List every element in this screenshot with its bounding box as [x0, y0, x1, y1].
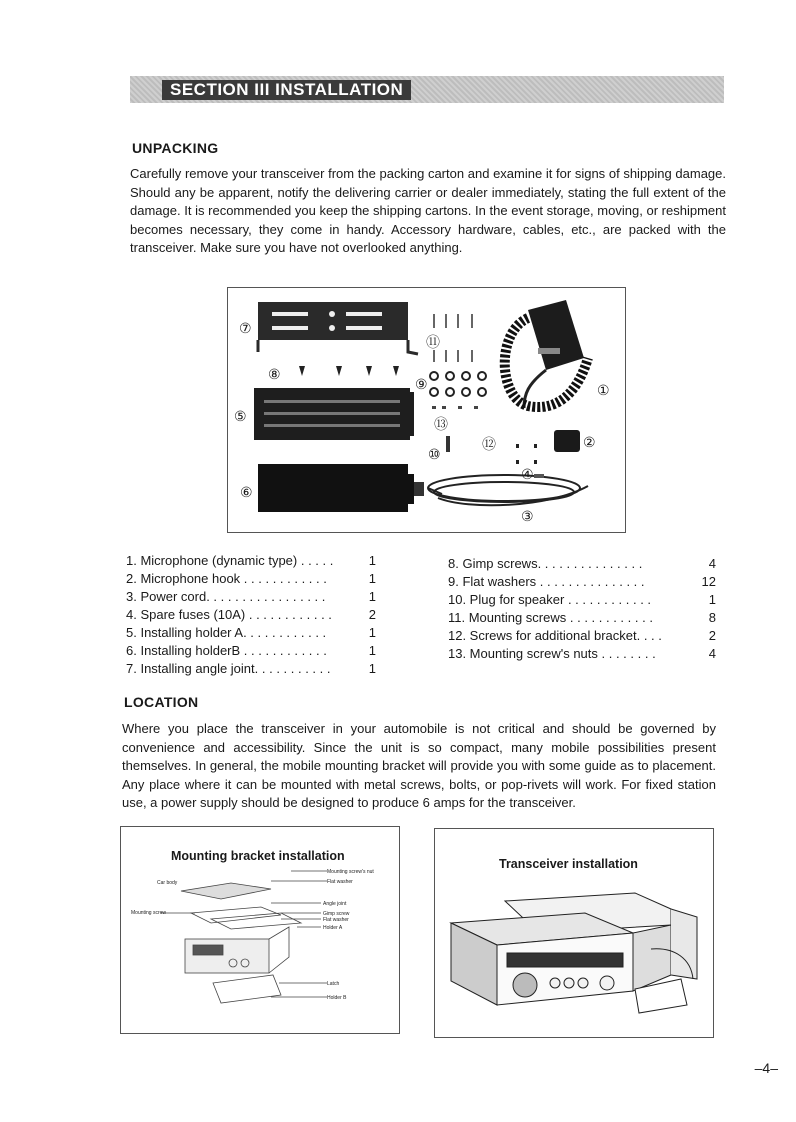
bracket-figure	[120, 826, 400, 1034]
bracket-callout: Latch	[327, 981, 340, 987]
location-heading: LOCATION	[124, 694, 199, 710]
figure-label: ⑫	[482, 436, 496, 452]
bracket-screws-part	[516, 444, 537, 464]
bracket-callout: Mounting screw's nut	[327, 869, 374, 875]
power-cord-part	[428, 475, 588, 505]
holder-b-part	[258, 464, 424, 512]
speaker-plug-part	[446, 436, 450, 452]
list-item: 6. Installing holderB . . . . . . . . . . . . 1	[126, 643, 376, 658]
figure-label: ⑥	[240, 484, 253, 500]
list-item: 4. Spare fuses (10A) . . . . . . . . . . . . 2	[126, 607, 376, 622]
flat-washers-part	[430, 372, 486, 396]
list-item: 1. Microphone (dynamic type) . . . . . 1	[126, 553, 376, 568]
figure-label: ②	[583, 434, 596, 450]
section-banner	[130, 76, 724, 103]
figure-label: ⑩	[428, 446, 441, 462]
list-item: 5. Installing holder A. . . . . . . . . . . . 1	[126, 625, 376, 640]
gimp-screws-part	[299, 366, 399, 376]
figure-label: ④	[521, 466, 534, 482]
list-item: 7. Installing angle joint. . . . . . . . . . . 1	[126, 661, 376, 676]
unpacking-paragraph: Carefully remove your transceiver from the packing carton and examine it for signs of shipping damage. Should any be apparent, notify the delivering carrier or dealer immediately, stating the full extent of the damage. It is recommended you keep the shipping cartons. In the event storage, moving, or reshipment becomes necessary, they come in handy. Accessory hardware, cables, etc., are packed with the transceiver. Make sure you have not overlooked anything.	[130, 166, 726, 255]
list-item: 8. Gimp screws. . . . . . . . . . . . . . . 4	[448, 556, 716, 571]
figure-label: ⑦	[239, 320, 252, 336]
list-item: 12. Screws for additional bracket. . . . 2	[448, 628, 716, 643]
bracket-callout: Flat washer	[327, 879, 353, 885]
section-title: SECTION III INSTALLATION	[162, 80, 411, 100]
angle-joint-part	[258, 302, 418, 354]
transceiver-figure	[434, 828, 714, 1038]
spare-fuses-part	[534, 474, 544, 478]
accessory-figure	[227, 287, 626, 533]
list-item: 13. Mounting screw's nuts . . . . . . . . 4	[448, 646, 716, 661]
microphone-hook-part	[554, 430, 580, 452]
bracket-callout: Gimp screw	[323, 911, 350, 917]
holder-a-part	[254, 388, 414, 440]
transceiver-figure-title: Transceiver installation	[499, 857, 638, 871]
transceiver-illustration	[435, 829, 713, 1037]
figure-label: ⑧	[268, 366, 281, 382]
bracket-figure-title: Mounting bracket installation	[171, 849, 345, 863]
figure-label: ③	[521, 508, 534, 524]
accessory-illustration	[228, 288, 625, 532]
bracket-callout: Car body	[157, 880, 178, 886]
figure-label: ⑪	[426, 334, 440, 350]
unpacking-heading: UNPACKING	[132, 140, 219, 156]
bracket-callout: Angle joint	[323, 901, 347, 907]
bracket-callout: Holder A	[323, 925, 343, 931]
microphone-part	[505, 300, 588, 408]
list-item: 2. Microphone hook . . . . . . . . . . . . 1	[126, 571, 376, 586]
screw-nuts-part	[432, 406, 478, 409]
bracket-callout: Flat washer	[323, 917, 349, 923]
bracket-illustration	[121, 827, 399, 1033]
list-item: 11. Mounting screws . . . . . . . . . . . . 8	[448, 610, 716, 625]
bracket-callout: Mounting screw	[131, 910, 167, 916]
figure-label: ⑬	[434, 416, 448, 432]
page-number: –4–	[754, 1060, 778, 1076]
list-item: 10. Plug for speaker . . . . . . . . . . . . 1	[448, 592, 716, 607]
bracket-callout: Holder B	[327, 995, 347, 1001]
figure-label: ⑨	[415, 376, 428, 392]
parts-list-left	[126, 552, 376, 678]
parts-list-right	[448, 555, 716, 663]
figure-label: ①	[597, 382, 610, 398]
location-paragraph: Where you place the transceiver in your automobile is not critical and should be governed by convenience and accessibility. Since the unit is so compact, many mobile possibilities present themselves. In general, the mobile mounting bracket will provide you with some guide as to placement. Any place where it can be mounted with metal screws, bolts, or pop-rivets will work. For fixed station use, a power supply should be designed to produce 6 amps for the transceiver.	[122, 721, 716, 810]
list-item: 9. Flat washers . . . . . . . . . . . . . . . 12	[448, 574, 716, 589]
figure-label: ⑤	[234, 408, 247, 424]
list-item: 3. Power cord. . . . . . . . . . . . . . . . . 1	[126, 589, 376, 604]
